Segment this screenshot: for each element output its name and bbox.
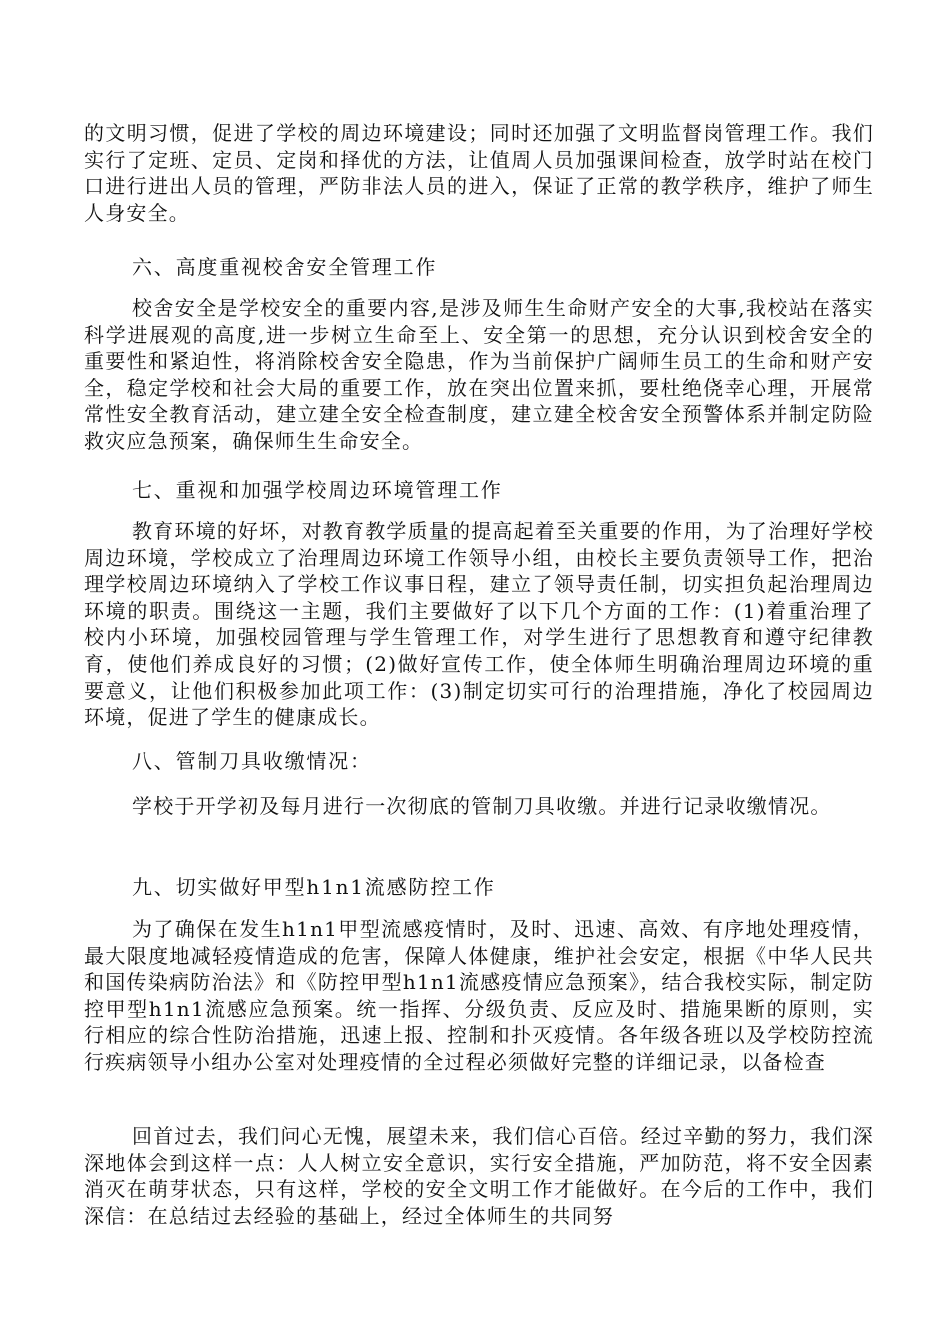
paragraph-continuation: 的文明习惯，促进了学校的周边环境建设；同时还加强了文明监督岗管理工作。我们实行了定班、定员、定岗和择优的方法，让值周人员加强课间检查，放学时站在校门口进行进出人员的管理，严防非法人员的进入，保证了正常的教学秩序，维护了师生人身安全。: [84, 121, 874, 225]
paragraph-7: 教育环境的好坏，对教育教学质量的提高起着至关重要的作用，为了治理好学校周边环境，学校成立了治理周边环境工作领导小组，由校长主要负责领导工作，把治理学校周边环境纳入了学校工作议事日程，建立了领导责任制，切实担负起治理周边环境的职责。围绕这一主题，我们主要做好了以下几个方面的工作：(1)着重治理了校内小环境，加强校园管理与学生管理工作，对学生进行了思想教育和遵守纪律教育，使他们养成良好的习惯；(2)做好宣传工作，使全体师生明确治理周边环境的重要意义，让他们积极参加此项工作：(3)制定切实可行的治理措施，净化了校园周边环境，促进了学生的健康成长。: [84, 519, 874, 730]
section-heading-7: 七、重视和加强学校周边环境管理工作: [132, 478, 503, 502]
paragraph-10: 回首过去，我们问心无愧，展望未来，我们信心百倍。经过辛勤的努力，我们深深地体会到这样一点：人人树立安全意识，实行安全措施，严加防范，将不安全因素消灭在萌芽状态，只有这样，学校的安全文明工作才能做好。在今后的工作中，我们深信：在总结过去经验的基础上，经过全体师生的共同努: [84, 1124, 874, 1228]
section-heading-8: 八、管制刀具收缴情况：: [132, 749, 372, 773]
section-heading-9: 九、切实做好甲型h1n1流感防控工作: [132, 875, 496, 899]
section-heading-6: 六、高度重视校舍安全管理工作: [132, 255, 438, 279]
paragraph-6: 校舍安全是学校安全的重要内容,是涉及师生生命财产安全的大事,我校站在落实科学进展观的高度,进一步树立生命至上、安全第一的思想，充分认识到校舍安全的重要性和紧迫性，将消除校舍安全隐患，作为当前保护广阔师生员工的生命和财产安全，稳定学校和社会大局的重要工作，放在突出位置来抓，要杜绝侥幸心理，开展常常性安全教育活动，建立建全安全检查制度，建立建全校舍安全预警体系并制定防险救灾应急预案，确保师生生命安全。: [84, 296, 874, 453]
paragraph-8: 学校于开学初及每月进行一次彻底的管制刀具收缴。并进行记录收缴情况。: [132, 794, 832, 818]
paragraph-9: 为了确保在发生h1n1甲型流感疫情时，及时、迅速、高效、有序地处理疫情，最大限度地减轻疫情造成的危害，保障人体健康，维护社会安定，根据《中华人民共和国传染病防治法》和《防控甲型h1n1流感疫情应急预案》，结合我校实际，制定防控甲型h1n1流感应急预案。统一指挥、分级负责、反应及时、措施果断的原则，实行相应的综合性防治措施，迅速上报、控制和扑灭疫情。各年级各班以及学校防控流行疾病领导小组办公室对处理疫情的全过程必须做好完整的详细记录，以备检查: [84, 917, 874, 1074]
